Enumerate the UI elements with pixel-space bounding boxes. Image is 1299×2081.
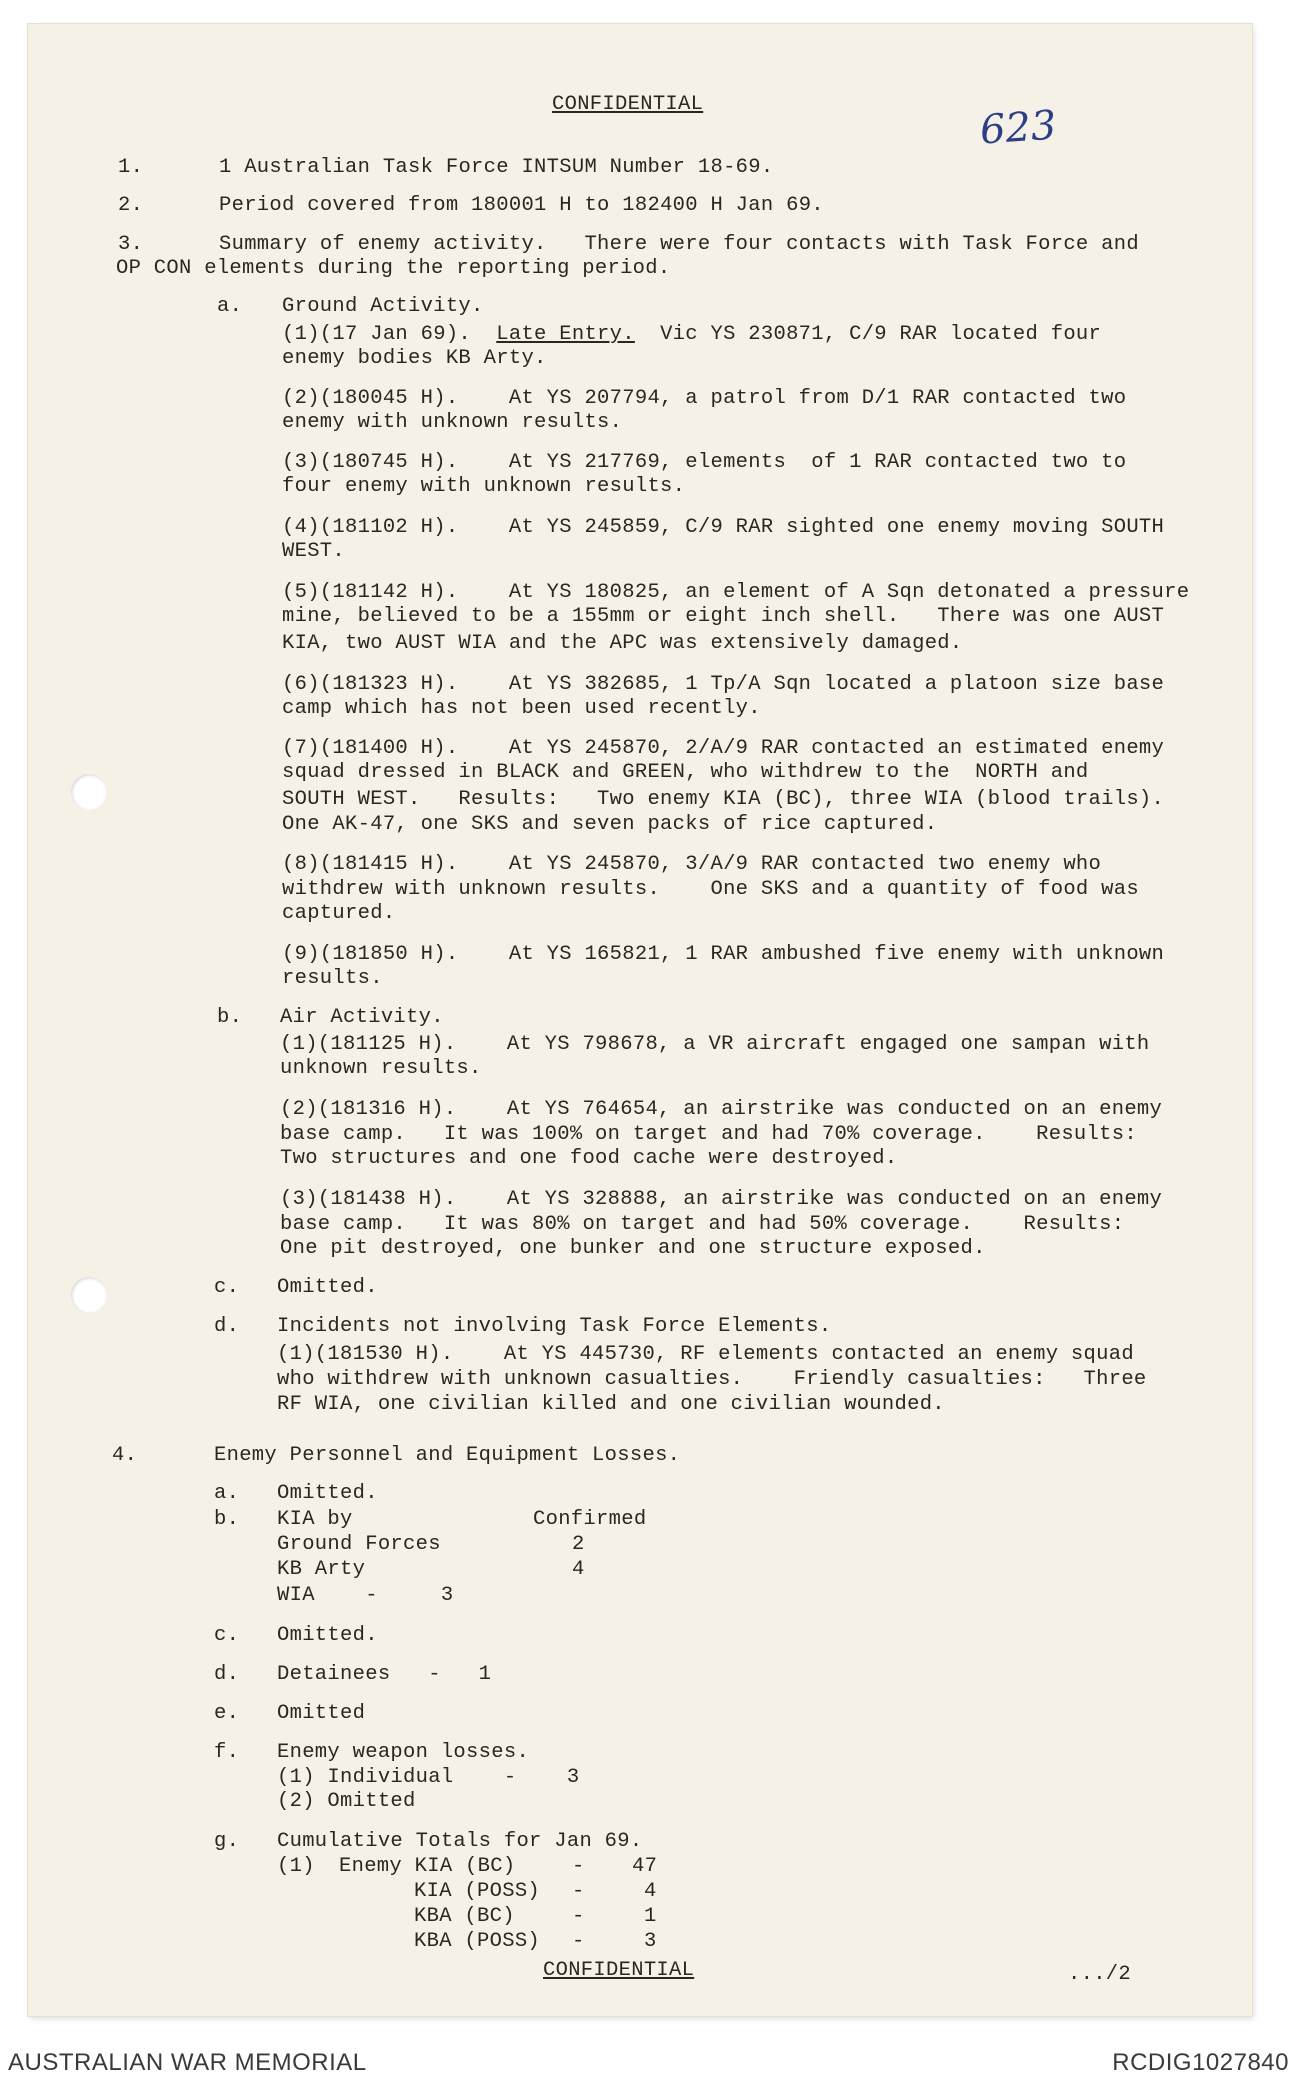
- section-d-line-3: RF WIA, one civilian killed and one civilian wounded.: [277, 1393, 945, 1416]
- ground-item-9-line-1: (9)(181850 H). At YS 165821, 1 RAR ambushed five enemy with unknown: [282, 943, 1165, 966]
- ground-item-9-line-2: results.: [282, 967, 383, 990]
- ground-item-2-line-1: (2)(180045 H). At YS 207794, a patrol from D/1 RAR contacted two: [282, 387, 1127, 410]
- air-activity-title: Air Activity.: [280, 1006, 444, 1029]
- classification-header: CONFIDENTIAL: [552, 93, 704, 116]
- air-activity-label: b.: [217, 1006, 243, 1029]
- ground-item-5-line-3: KIA, two AUST WIA and the APC was extensively damaged.: [282, 632, 963, 655]
- air-item-2-line-1: (2)(181316 H). At YS 764654, an airstrike was conducted on an enemy: [280, 1098, 1163, 1121]
- p4-g-row-4-value: 3: [644, 1930, 657, 1953]
- air-item-3-line-2: base camp. It was 80% on target and had 50% coverage. Results:: [280, 1213, 1125, 1236]
- ground-item-2-line-2: enemy with unknown results.: [282, 411, 623, 434]
- p4-g-row-1-prefix: (1): [277, 1855, 315, 1878]
- section-c-label: c.: [214, 1276, 240, 1299]
- ground-item-6-line-2: camp which has not been used recently.: [282, 697, 761, 720]
- punch-hole-top: [71, 774, 107, 810]
- para-2-number: 2.: [118, 194, 144, 217]
- classification-footer: CONFIDENTIAL: [543, 1959, 695, 1982]
- p4-b-kb-value: 4: [572, 1558, 585, 1581]
- para-3-number: 3.: [118, 233, 144, 256]
- ground-activity-label: a.: [217, 295, 243, 318]
- archive-caption-bar: [0, 2041, 1299, 2081]
- p4-f-title: Enemy weapon losses.: [277, 1741, 530, 1764]
- p4-b-kia-by: KIA by: [277, 1508, 353, 1531]
- archive-id: RCDIG1027840: [1112, 2049, 1289, 2076]
- air-item-2-line-2: base camp. It was 100% on target and had 70% coverage. Results:: [280, 1123, 1137, 1146]
- p4-g-title: Cumulative Totals for Jan 69.: [277, 1830, 643, 1853]
- para-3-line-1: Summary of enemy activity. There were four contacts with Task Force and: [219, 233, 1139, 256]
- p4-b-wia: WIA - 3: [277, 1584, 454, 1607]
- ground-item-6-line-1: (6)(181323 H). At YS 382685, 1 Tp/A Sqn located a platoon size base: [282, 673, 1165, 696]
- ground-item-8-line-1: (8)(181415 H). At YS 245870, 3/A/9 RAR contacted two enemy who: [282, 853, 1102, 876]
- p4-b-confirmed-header: Confirmed: [533, 1508, 647, 1531]
- ground-activity-title: Ground Activity.: [282, 295, 484, 318]
- ground-item-8-line-3: captured.: [282, 902, 396, 925]
- p4-a-text: Omitted.: [277, 1482, 378, 1505]
- p4-e-text: Omitted: [277, 1702, 366, 1725]
- ground-item-3-line-1: (3)(180745 H). At YS 217769, elements of 1 RAR contacted two to: [282, 451, 1127, 474]
- p4-g-row-4-dash: -: [572, 1930, 585, 1953]
- para-2-text: Period covered from 180001 H to 182400 H Jan 69.: [219, 194, 824, 217]
- ground-item-7-line-1: (7)(181400 H). At YS 245870, 2/A/9 RAR contacted an estimated enemy: [282, 737, 1165, 760]
- p4-g-row-2-name: KIA (POSS): [414, 1880, 541, 1903]
- ground-item-4-line-1: (4)(181102 H). At YS 245859, C/9 RAR sighted one enemy moving SOUTH: [282, 516, 1165, 539]
- air-item-1-line-2: unknown results.: [280, 1057, 482, 1080]
- p4-b-label: b.: [214, 1508, 240, 1531]
- p4-b-ground-value: 2: [572, 1533, 585, 1556]
- para-4-title: Enemy Personnel and Equipment Losses.: [214, 1444, 681, 1467]
- p4-g-row-1-value: 47: [632, 1855, 658, 1878]
- p4-a-label: a.: [214, 1482, 240, 1505]
- p4-e-label: e.: [214, 1702, 240, 1725]
- p4-b-ground-forces: Ground Forces: [277, 1533, 441, 1556]
- handwritten-folio-number: 623: [978, 102, 1058, 154]
- p4-f-line-1: (1) Individual - 3: [277, 1766, 580, 1789]
- p4-g-label: g.: [214, 1830, 240, 1853]
- para-4-number: 4.: [112, 1444, 138, 1467]
- ground-item-7-line-4: One AK-47, one SKS and seven packs of rice captured.: [282, 813, 938, 836]
- page-continuation-marker: .../2: [1068, 1963, 1132, 1986]
- p4-g-row-3-dash: -: [572, 1905, 585, 1928]
- p4-g-row-2-dash: -: [572, 1880, 585, 1903]
- section-d-label: d.: [214, 1315, 240, 1338]
- p4-g-row-1-name: Enemy KIA (BC): [339, 1855, 516, 1878]
- ground-item-1-line-2: enemy bodies KB Arty.: [282, 347, 547, 370]
- ground-item-3-line-2: four enemy with unknown results.: [282, 475, 686, 498]
- section-c-text: Omitted.: [277, 1276, 378, 1299]
- air-item-3-line-3: One pit destroyed, one bunker and one structure exposed.: [280, 1237, 986, 1260]
- p4-g-row-3-value: 1: [644, 1905, 657, 1928]
- p4-f-line-2: (2) Omitted: [277, 1790, 416, 1813]
- punch-hole-bottom: [71, 1277, 107, 1313]
- para-1-number: 1.: [118, 156, 144, 179]
- ground-item-1-line-1: (1)(17 Jan 69). Late Entry. Vic YS 230871, C/9 RAR located four: [282, 323, 1102, 346]
- air-item-2-line-3: Two structures and one food cache were destroyed.: [280, 1147, 898, 1170]
- p4-g-row-3-name: KBA (BC): [414, 1905, 515, 1928]
- ground-item-5-line-1: (5)(181142 H). At YS 180825, an element of A Sqn detonated a pressure: [282, 581, 1190, 604]
- p4-c-text: Omitted.: [277, 1624, 378, 1647]
- p4-b-kb-arty: KB Arty: [277, 1558, 366, 1581]
- p4-d-text: Detainees - 1: [277, 1663, 492, 1686]
- air-item-3-line-1: (3)(181438 H). At YS 328888, an airstrike was conducted on an enemy: [280, 1188, 1163, 1211]
- section-d-line-2: who withdrew with unknown casualties. Friendly casualties: Three: [277, 1368, 1147, 1391]
- para-3-line-2: OP CON elements during the reporting period.: [116, 257, 671, 280]
- ground-item-4-line-2: WEST.: [282, 540, 346, 563]
- para-1-text: 1 Australian Task Force INTSUM Number 18-69.: [219, 156, 774, 179]
- ground-item-8-line-2: withdrew with unknown results. One SKS and a quantity of food was: [282, 878, 1139, 901]
- ground-item-7-line-2: squad dressed in BLACK and GREEN, who withdrew to the NORTH and: [282, 761, 1089, 784]
- ground-item-5-line-2: mine, believed to be a 155mm or eight inch shell. There was one AUST: [282, 605, 1165, 628]
- p4-d-label: d.: [214, 1663, 240, 1686]
- section-d-line-1: (1)(181530 H). At YS 445730, RF elements contacted an enemy squad: [277, 1343, 1134, 1366]
- archive-name: AUSTRALIAN WAR MEMORIAL: [8, 2049, 367, 2076]
- air-item-1-line-1: (1)(181125 H). At YS 798678, a VR aircraft engaged one sampan with: [280, 1033, 1150, 1056]
- section-d-title: Incidents not involving Task Force Elements.: [277, 1315, 832, 1338]
- p4-g-row-1-dash: -: [572, 1855, 585, 1878]
- ground-item-7-line-3: SOUTH WEST. Results: Two enemy KIA (BC), three WIA (blood trails).: [282, 788, 1165, 811]
- p4-g-row-4-name: KBA (POSS): [414, 1930, 541, 1953]
- p4-f-label: f.: [214, 1741, 240, 1764]
- p4-g-row-2-value: 4: [644, 1880, 657, 1903]
- p4-c-label: c.: [214, 1624, 240, 1647]
